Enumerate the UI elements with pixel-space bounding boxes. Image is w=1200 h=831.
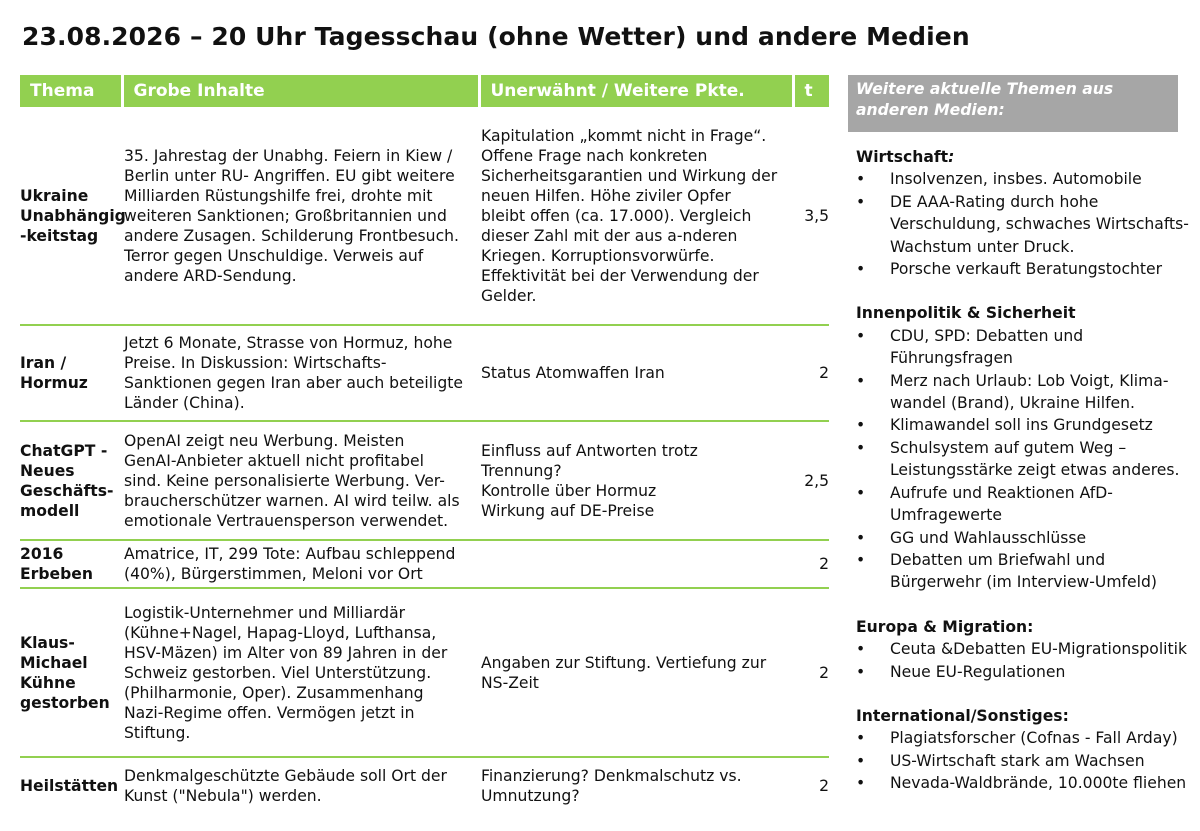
time-cell: 2 xyxy=(793,325,829,421)
text-line: Wachstum unter Druck. xyxy=(890,237,1075,256)
text-line: Leistungsstärke zeigt etwas anderes. xyxy=(890,461,1180,480)
side-section-title xyxy=(856,302,1196,324)
bullet-icon: • xyxy=(856,774,866,793)
text-line: Berlin unter RU- Angriffen. EU gibt weitere xyxy=(124,166,455,185)
text-line: Debatten um Briefwahl und xyxy=(890,550,1106,569)
bullet-icon: • xyxy=(856,416,866,435)
topics-table xyxy=(20,75,829,813)
text-line: Logistik-Unternehmer und Milliardär xyxy=(124,603,406,622)
text-line: Führungsfragen xyxy=(890,349,1013,368)
text-line: ChatGPT - xyxy=(20,441,108,460)
text-line: Aufrufe und Reaktionen AfD- xyxy=(890,483,1113,502)
text-line: Kontrolle über Hormuz xyxy=(481,481,657,500)
bullet-icon: • xyxy=(856,640,866,659)
section-title-suffix: : xyxy=(948,148,955,166)
text-line: Denkmalgeschützte Gebäude soll Ort der xyxy=(124,766,447,785)
section-spacer xyxy=(856,280,1196,302)
list-item xyxy=(856,437,1196,482)
text-line: Kühne xyxy=(20,673,76,692)
text-line: Verschuldung, schwaches Wirtschafts- xyxy=(890,215,1189,234)
text-line: Einfluss auf Antworten trotz xyxy=(481,441,698,460)
side-bullet-list xyxy=(856,168,1196,280)
text-line: Angaben zur Stiftung. Vertiefung zur xyxy=(481,653,767,672)
text-line: Insolvenzen, insbes. Automobile xyxy=(890,170,1142,189)
text-line: Nazi-Regime offen. Vermögen jetzt in xyxy=(124,703,415,722)
text-line: Offene Frage nach konkreten xyxy=(481,146,708,165)
list-item xyxy=(856,325,1196,370)
side-bullet-list xyxy=(856,638,1196,683)
text-line: Sanktionen gegen Iran aber auch beteiligte xyxy=(124,374,463,392)
text-line: Bürgerwehr (im Interview-Umfeld) xyxy=(890,573,1157,592)
bullet-icon: • xyxy=(856,662,866,681)
text-line: sind. Keine personalisierte Werbung. Ver- xyxy=(124,471,445,490)
text-line: Kriegen. Korruptionsvorwürfe. xyxy=(481,246,715,265)
text-line: Terror gegen Unschuldige. Verweis auf xyxy=(124,246,424,265)
side-panel-header: Weitere aktuelle Themen aus anderen Medien: xyxy=(848,75,1178,132)
text-line: Stiftung. xyxy=(124,723,191,742)
text-line: Merz nach Urlaub: Lob Voigt, Klima- xyxy=(890,371,1169,390)
table-body xyxy=(20,107,829,813)
text-line: Effektivität bei der Verwendung der xyxy=(481,266,759,285)
text-line: gestorben xyxy=(20,693,110,712)
text-line: Neues xyxy=(20,461,75,480)
bullet-icon: • xyxy=(856,192,866,211)
list-item xyxy=(856,549,1196,594)
missing-cell xyxy=(479,588,793,757)
text-line: Trennung? xyxy=(481,461,562,480)
header-missing: Unerwähnt / Weitere Pkte. xyxy=(479,75,793,107)
header-content: Grobe Inhalte xyxy=(122,75,479,107)
text-line: Kunst ("Nebula") werden. xyxy=(124,786,322,805)
bullet-icon: • xyxy=(856,371,866,390)
section-spacer xyxy=(856,594,1196,616)
section-spacer xyxy=(856,683,1196,705)
text-line: Umfragewerte xyxy=(890,506,1003,525)
text-line: neuen Hilfen. Höhe ziviler Opfer xyxy=(481,186,731,205)
bullet-icon: • xyxy=(856,260,866,279)
table-row xyxy=(20,588,829,757)
time-cell: 2 xyxy=(793,588,829,757)
content-cell xyxy=(122,588,479,757)
text-line: dieser Zahl mit der aus a-nderen xyxy=(481,226,738,245)
missing-cell xyxy=(479,757,793,813)
side-bullet-list xyxy=(856,727,1196,794)
text-line: Ceuta &Debatten EU-Migrationspolitik xyxy=(890,640,1187,659)
side-section-title xyxy=(856,616,1196,638)
text-line: Klimawandel soll ins Grundgesetz xyxy=(890,416,1153,435)
list-item xyxy=(856,661,1196,683)
side-section-title xyxy=(856,705,1196,727)
content-cell xyxy=(122,540,479,588)
text-line: Unabhängig xyxy=(20,206,126,225)
text-line: wandel (Brand), Ukraine Hilfen. xyxy=(890,394,1135,413)
text-line: Länder (China). xyxy=(124,394,245,412)
list-item xyxy=(856,168,1196,190)
section-title-text: Innenpolitik & Sicherheit xyxy=(856,304,1076,323)
bullet-icon: • xyxy=(856,170,866,189)
text-line: (Philharmonie, Oper). Zusammenhang xyxy=(124,683,424,702)
text-line: OpenAI zeigt neu Werbung. Meisten xyxy=(124,431,405,450)
side-bullet-list xyxy=(856,325,1196,594)
text-line: US-Wirtschaft stark am Wachsen xyxy=(890,751,1145,770)
content-cell xyxy=(122,757,479,813)
missing-cell xyxy=(479,107,793,325)
text-line: -keitstag xyxy=(20,226,99,245)
text-line: braucherschützer warnen. AI wird teilw. als xyxy=(124,491,460,510)
text-line: bleibt offen (ca. 17.000). Vergleich xyxy=(481,206,752,225)
table-row xyxy=(20,325,829,421)
text-line: Heilstätten xyxy=(20,776,119,795)
header-time: t xyxy=(793,75,829,107)
page-title: 23.08.2026 – 20 Uhr Tagesschau (ohne Wetter) und andere Medien xyxy=(22,22,970,51)
list-item xyxy=(856,482,1196,527)
bullet-icon: • xyxy=(856,438,866,457)
side-panel xyxy=(856,146,1196,795)
text-line: DE AAA-Rating durch hohe xyxy=(890,192,1099,211)
bullet-icon: • xyxy=(856,729,866,748)
table-row xyxy=(20,540,829,588)
text-line: Michael xyxy=(20,653,88,672)
list-item xyxy=(856,414,1196,436)
text-line: (Kühne+Nagel, Hapag-Lloyd, Lufthansa, xyxy=(124,623,437,642)
missing-cell xyxy=(479,421,793,540)
text-line: Neue EU-Regulationen xyxy=(890,662,1066,681)
list-item xyxy=(856,191,1196,258)
text-line: Wirkung auf DE-Preise xyxy=(481,501,655,520)
text-line: Erbeben xyxy=(20,565,93,583)
section-title-text: Wirtschaft xyxy=(856,148,949,166)
text-line: HSV-Mäzen) im Alter von 89 Jahren in der xyxy=(124,643,448,662)
topic-cell xyxy=(20,588,122,757)
content-cell xyxy=(122,325,479,421)
text-line: Kapitulation „kommt nicht in Frage“. xyxy=(481,126,767,145)
side-section-title xyxy=(856,146,1196,168)
time-cell: 2 xyxy=(793,540,829,588)
bullet-icon: • xyxy=(856,528,866,547)
text-line: Klaus- xyxy=(20,633,75,652)
bullet-icon: • xyxy=(856,751,866,770)
topic-cell xyxy=(20,540,122,588)
text-line: Iran / xyxy=(20,354,67,372)
text-line: Sicherheitsgarantien und Wirkung der xyxy=(481,166,778,185)
text-line: emotionale Vertrauensperson verwendet. xyxy=(124,511,449,530)
text-line: Geschäfts- xyxy=(20,481,114,500)
time-cell: 2,5 xyxy=(793,421,829,540)
table-header-row xyxy=(20,75,829,107)
text-line: Status Atomwaffen Iran xyxy=(481,364,665,382)
text-line: Preise. In Diskussion: Wirtschafts- xyxy=(124,354,387,372)
table-row xyxy=(20,757,829,813)
bullet-icon: • xyxy=(856,550,866,569)
text-line: Umnutzung? xyxy=(481,786,580,805)
list-item xyxy=(856,638,1196,660)
text-line: andere Zusagen. Schilderung Frontbesuch. xyxy=(124,226,459,245)
text-line: Finanzierung? Denkmalschutz vs. xyxy=(481,766,742,785)
missing-cell xyxy=(479,325,793,421)
content-cell xyxy=(122,421,479,540)
text-line: Gelder. xyxy=(481,286,537,305)
text-line: 35. Jahrestag der Unabhg. Feiern in Kiew / xyxy=(124,146,453,165)
topic-cell xyxy=(20,325,122,421)
missing-cell xyxy=(479,540,793,588)
text-line: 2016 xyxy=(20,545,64,563)
text-line: NS-Zeit xyxy=(481,673,539,692)
text-line: GG und Wahlausschlüsse xyxy=(890,528,1087,547)
topic-cell xyxy=(20,421,122,540)
topic-cell xyxy=(20,107,126,325)
list-item xyxy=(856,772,1196,794)
text-line: andere ARD-Sendung. xyxy=(124,266,297,285)
time-cell: 2 xyxy=(819,776,829,795)
section-title-text: Europa & Migration: xyxy=(856,617,1034,636)
table-row xyxy=(20,107,829,325)
list-item xyxy=(856,527,1196,549)
content-cell xyxy=(122,107,479,325)
text-line: GenAI-Anbieter aktuell nicht profitabel xyxy=(124,451,424,470)
list-item xyxy=(856,370,1196,415)
list-item xyxy=(856,750,1196,772)
text-line: Schulsystem auf gutem Weg – xyxy=(890,438,1127,457)
text-line: Schweiz gestorben. Viel Unterstützung. xyxy=(124,663,432,682)
text-line: Hormuz xyxy=(20,374,88,392)
header-topic: Thema xyxy=(20,75,122,107)
text-line: CDU, SPD: Debatten und xyxy=(890,326,1084,345)
section-title-text: International/Sonstiges: xyxy=(856,706,1069,725)
bullet-icon: • xyxy=(856,483,866,502)
text-line: Plagiatsforscher (Cofnas - Fall Arday) xyxy=(890,729,1178,748)
text-line: Amatrice, IT, 299 Tote: Aufbau schleppend xyxy=(124,545,456,563)
topic-cell xyxy=(20,757,122,813)
text-line: Jetzt 6 Monate, Strasse von Hormuz, hohe xyxy=(124,334,453,352)
text-line: (40%), Bürgerstimmen, Meloni vor Ort xyxy=(124,565,423,583)
text-line: Porsche verkauft Beratungstochter xyxy=(890,260,1163,279)
table-row xyxy=(20,421,829,540)
bullet-icon: • xyxy=(856,326,866,345)
list-item xyxy=(856,258,1196,280)
text-line: weiteren Sanktionen; Großbritannien und xyxy=(124,206,447,225)
text-line: Ukraine xyxy=(20,186,89,205)
text-line: Milliarden Rüstungshilfe frei, drohte mit xyxy=(124,186,433,205)
text-line: modell xyxy=(20,501,80,520)
time-cell: 3,5 xyxy=(793,107,829,325)
text-line: Nevada-Waldbrände, 10.000te fliehen xyxy=(890,774,1187,793)
list-item xyxy=(856,727,1196,749)
